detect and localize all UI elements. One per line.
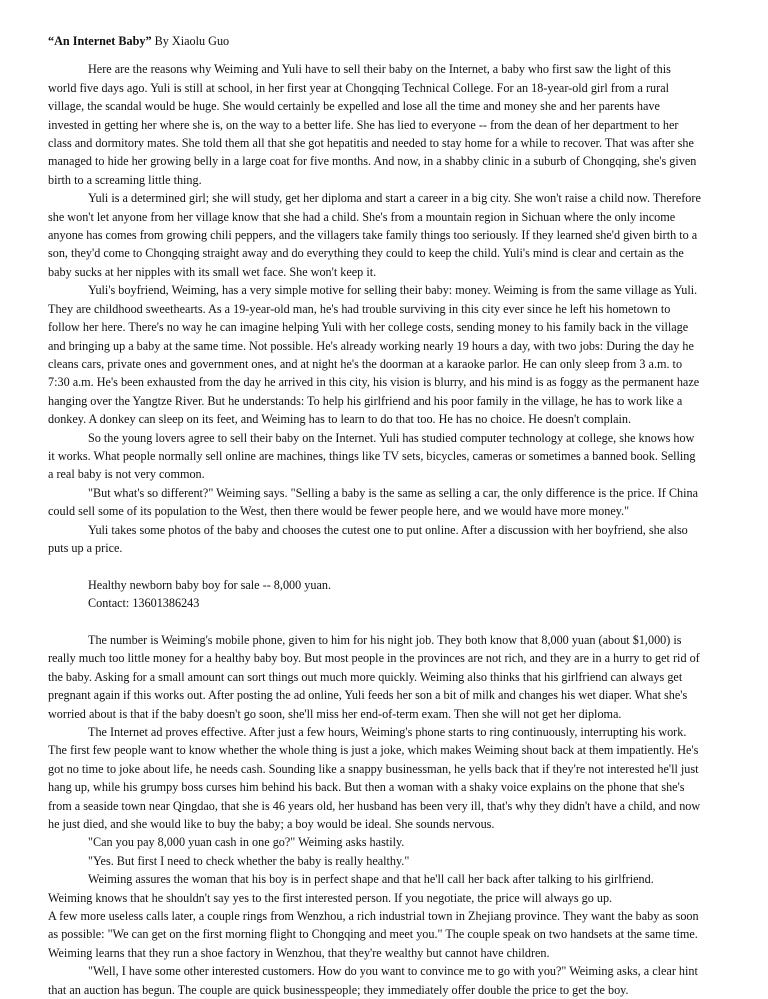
paragraph: "But what's so different?" Weiming says. "Selling a baby is the same as selling a car, the only difference is the price. If China could sell some of its population to the West, then there would be fewer people here, and we would have more money." [48,485,698,519]
ad-text-line: Healthy newborn baby boy for sale -- 8,000 yuan. [88,577,332,592]
ad-contact-line: Contact: 13601386243 [88,596,200,611]
paragraph: A few more useless calls later, a couple rings from Wenzhou, a rich industrial town in Zhejiang province. They want the baby as soon as possible: "We can get on the first morning flight to Chongqing and meet you." The couple speak on two handsets at the same time. Weiming learns that they run a shoe factory in Wenzhou, that they're wealthy but cannot have children. [48,909,699,960]
paragraph: The number is Weiming's mobile phone, given to him for his night job. They both know that 8,000 yuan (about $1,000) is really much too little money for a healthy baby boy. But most people in the provinces are not rich, and they are in a hurry to get rid of the baby. Asking for a small amount can sort things out much more quickly. Weiming also thinks that his girlfriend can always get pregnant again if this works out. After posting the ad online, Yuli feeds her son a bit of milk and changes his wet diaper. What she's worried about is that if the baby doesn't go soon, she'll miss her end-of-term exam. Then she will not get her diploma. [48,632,700,721]
paragraph: Weiming knows that he shouldn't say yes to the first interested person. If you negotiate, the price will always go up. [48,890,613,905]
paragraph: So the young lovers agree to sell their baby on the Internet. Yuli has studied computer technology at college, she knows how it works. What people normally sell online are machines, things like TV sets, bicycles, cameras or sometimes a banned book. Selling a real baby is not very common. [48,430,696,482]
paragraph: Yuli is a determined girl; she will study, get her diploma and start a career in a big city. She won't raise a child now. Therefore she won't let anyone from her village know that she had a child. She's from a mountain region in Sichuan where the only income anyone has comes from growing chili peppers, and the villagers take family things too seriously. If they learned she'd given birth to a son, they'd come to Chongqing straight away and do everything they could to keep the child. Yuli's mind is clear and certain as the baby sucks at her nipples with its small wet face. She won't keep it. [48,191,701,279]
document-title: “An Internet Baby” [48,34,152,48]
spacer [48,557,702,575]
paragraph: Weiming assures the woman that his boy is in perfect shape and that he'll call her back after talking to his girlfriend. [88,872,654,887]
spacer [48,613,702,631]
paragraph: "Can you pay 8,000 yuan cash in one go?" Weiming asks hastily. [88,835,405,850]
paragraph: The Internet ad proves effective. After just a few hours, Weiming's phone starts to ring continuously, interrupting his work. The first few people want to know whether the whole thing is just a joke, which makes Weiming shout back at them impatiently. He's got no time to joke about life, he needs cash. Sounding like a snappy businessman, he yells back that if they're not interested he'll just hang up, while his grumpy boss curses him behind his back. But then a woman with a shaky voice explains on the phone that she's from a seaside town near Qingdao, that she is 46 years old, her husband has been very ill, that's why they didn't have a child, and now he just died, and she would like to buy the baby; a boy would be ideal. She sounds nervous. [48,725,701,832]
paragraph: "Well, I have some other interested customers. How do you want to convince me to go with you?" Weiming asks, a clear hint that an auction has begun. The couple are quick businesspeople; they immediately offer double the price to get the boy. [48,964,698,997]
paragraph: "Yes. But first I need to check whether the baby is really healthy." [88,853,410,868]
paragraph: Yuli's boyfriend, Weiming, has a very simple motive for selling their baby: money. Weiming is from the same village as Yuli. They are childhood sweethearts. As a 19-year-old man, he's had trouble surviving in this city ever since he left his hometown to follow her here. There's no way he can imagine helping Yuli with her college costs, sending money to his family back in the village and bringing up a baby at the same time. Not possible. He's already working nearly 19 hours a day, with two jobs: During the day he cleans cars, private ones and government ones, and at night he's the doorman at a karaoke parlor. He can only sleep from 3 a.m. to 7:30 a.m. He's been exhausted from the day he arrived in this city, his vision is blurry, and his mind is as foggy as the permanent haze hanging over the Yangtze River. But he understands: To help his girlfriend and his poor family in the village, he has to work like a donkey. A donkey can sleep on its feet, and Weiming has to learn to do that too. He has no choice. He doesn't complain. [48,283,700,427]
document-author: By Xiaolu Guo [151,34,230,48]
document-heading [48,32,702,50]
paragraph: Here are the reasons why Weiming and Yuli have to sell their baby on the Internet, a baby who first saw the light of this world five days ago. Yuli is still at school, in her first year at Chongqing Technical College. For an 18-year-old girl from a rural village, the scandal would be huge. She would certainly be expelled and lose all the time and money she and her parents have invested in getting her where she is, on the way to a better life. She has lied to everyone -- from the dean of her department to her class and dormitory mates. She told them all that she got hepatitis and needed to stay home for a while to recover. That was after she managed to hide her growing belly in a large coat for five months. And now, in a shabby clinic in a suburb of Chongqing, she's given birth to a screaming little thing. [48,62,697,187]
paragraph: Yuli takes some photos of the baby and chooses the cutest one to put online. After a discussion with her boyfriend, she also puts up a price. [48,522,688,555]
